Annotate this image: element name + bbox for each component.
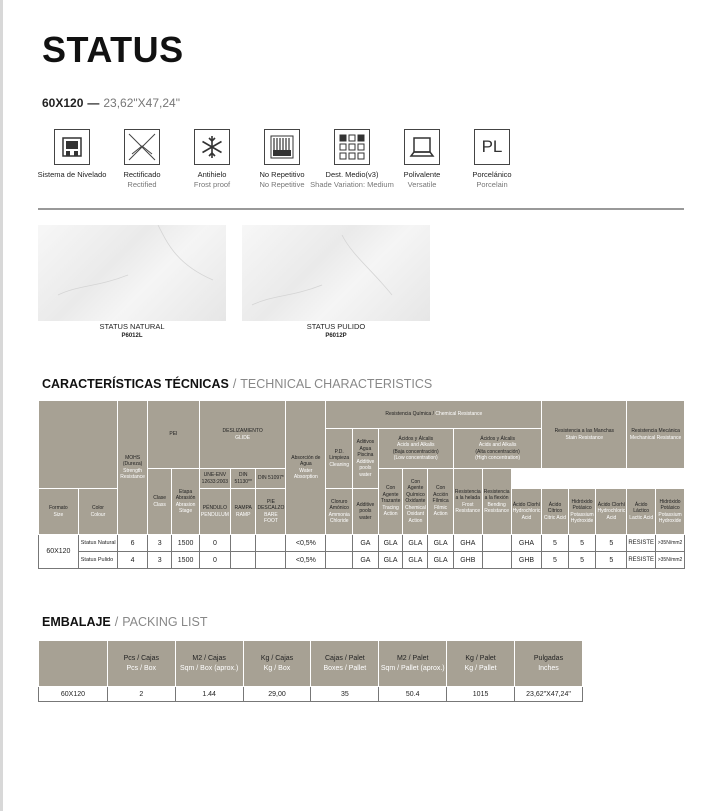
th-absorption: Absorción de Agua Water Absorption bbox=[286, 401, 326, 535]
packing-header: Cajas / Palet Boxes / Pallet bbox=[311, 641, 379, 687]
cell-une: 0 bbox=[199, 535, 230, 552]
feature-label: Porcelánico bbox=[472, 170, 512, 179]
th-abrasion-stage: Etapa Abrasión Abrasion Stage bbox=[172, 469, 200, 535]
th-additives: Aditivos Agua Piscina Additive pools water bbox=[353, 429, 379, 489]
feature-label: Rectificado bbox=[123, 170, 161, 179]
rectified-icon bbox=[124, 129, 160, 165]
feature-label-en: Versatile bbox=[407, 180, 437, 189]
cell-abrasion: 1500 bbox=[172, 552, 200, 569]
feature-label: Sistema de Nivelado bbox=[37, 170, 107, 179]
packing-table bbox=[38, 640, 583, 702]
cell-abrasion: 1500 bbox=[172, 535, 200, 552]
th-din2: DIN 51097* bbox=[256, 469, 286, 489]
snowflake-icon bbox=[194, 129, 230, 165]
th-stain: Resistencia a las Manchas Stain Resistance bbox=[542, 401, 627, 469]
th-format: Formato Size bbox=[39, 489, 79, 535]
cell-format: 60X120 bbox=[39, 535, 79, 569]
cell-din2 bbox=[256, 535, 286, 552]
versatile-icon bbox=[404, 129, 440, 165]
cell-chem: GLA bbox=[428, 552, 453, 569]
size-dash: — bbox=[87, 96, 100, 110]
cell-mohs: 6 bbox=[118, 535, 148, 552]
packing-cell: 1015 bbox=[447, 687, 515, 702]
th-koh-high: Hidróxido Potásico Potassium Hydroxide bbox=[656, 489, 685, 535]
cell-stain: 5 bbox=[542, 552, 568, 569]
packing-header: M2 / Palet Sqm / Pallet (aprox.) bbox=[379, 641, 447, 687]
cell-chem: GHA bbox=[453, 535, 482, 552]
cell-frost: RESISTE bbox=[627, 552, 656, 569]
cell-bending: >35N/mm2 bbox=[656, 552, 685, 569]
packing-heading-en: PACKING LIST bbox=[122, 615, 208, 629]
cell-chem bbox=[482, 552, 511, 569]
th-ammonia: Cloruro Amónico Ammonia Chloride bbox=[326, 489, 353, 535]
feature-label-en: Rectified bbox=[127, 180, 157, 189]
tech-heading-es: CARACTERÍSTICAS TÉCNICAS bbox=[42, 377, 229, 391]
product-name: STATUS PULIDO bbox=[306, 322, 366, 331]
feature-label: No Repetitivo bbox=[259, 170, 305, 179]
product-image-natural bbox=[38, 225, 226, 321]
cell-mohs: 4 bbox=[118, 552, 148, 569]
leveling-system-icon bbox=[54, 129, 90, 165]
packing-header: Pulgadas Inches bbox=[515, 641, 583, 687]
cell-chem bbox=[482, 535, 511, 552]
packing-header-row bbox=[39, 641, 583, 687]
th-barefoot: PIE DESCALZO BARE FOOT bbox=[256, 489, 286, 535]
feature-porcelain bbox=[447, 129, 537, 189]
packing-header: Pcs / Cajas Pcs / Box bbox=[107, 641, 175, 687]
page-title: STATUS bbox=[42, 29, 184, 70]
cell-din2 bbox=[256, 552, 286, 569]
heading-separator: / bbox=[232, 377, 237, 391]
th-frost: Resistencia a la helada Frost Resistance bbox=[453, 469, 482, 535]
table-row bbox=[39, 687, 583, 702]
packing-cell: 35 bbox=[311, 687, 379, 702]
th-glide: DESLIZAMIENTO GLIDE bbox=[199, 401, 286, 469]
th-additive-water: Additive pools water bbox=[353, 489, 379, 535]
cell-stain: 5 bbox=[596, 552, 627, 569]
th-mohs: MOHS (Dureza) Strength Resistance bbox=[118, 401, 148, 535]
feature-icons bbox=[32, 129, 552, 195]
feature-label: Polivalente bbox=[403, 170, 441, 179]
cell-stain: 5 bbox=[542, 535, 568, 552]
shade-variation-icon bbox=[334, 129, 370, 165]
th-din1: DIN 51130** bbox=[230, 469, 256, 489]
no-repetitive-icon bbox=[264, 129, 300, 165]
pl-glyph: PL bbox=[481, 137, 503, 156]
size-inches: 23,62"X47,24" bbox=[103, 96, 180, 110]
feature-label: Dest. Medio(v3) bbox=[325, 170, 379, 179]
left-margin-bar bbox=[0, 0, 3, 811]
packing-cell: 23,62"X47,24" bbox=[515, 687, 583, 702]
packing-cell: 50.4 bbox=[379, 687, 447, 702]
cell-chem: GHB bbox=[511, 552, 542, 569]
th-ramp: RAMPA RAMP bbox=[230, 489, 256, 535]
feature-label-en: Shade Variation: Medium bbox=[310, 180, 394, 189]
cell-din1 bbox=[230, 552, 256, 569]
cell-bending: >35N/mm2 bbox=[656, 535, 685, 552]
packing-header bbox=[39, 641, 108, 687]
size-metric: 60X120 bbox=[42, 96, 84, 110]
cell-stain: 5 bbox=[568, 552, 596, 569]
product-code: P6012L bbox=[121, 333, 143, 339]
cell-din1 bbox=[230, 535, 256, 552]
th-colour: Color Colour bbox=[78, 489, 117, 535]
cell-class: 3 bbox=[148, 552, 172, 569]
th-pendulum: PÉNDULO PENDULUM bbox=[199, 489, 230, 535]
packing-cell: 60X120 bbox=[39, 687, 108, 702]
cell-class: 3 bbox=[148, 535, 172, 552]
th-acids-low: Ácidos y Álcalis Acids and Alkalis (Baja concentración) (Low concentration) bbox=[378, 429, 453, 469]
cell-chem: GLA bbox=[378, 552, 403, 569]
feature-label-en: Frost proof bbox=[193, 180, 231, 189]
cell-colour: Status Natural bbox=[78, 535, 117, 552]
cell-chem: GHB bbox=[453, 552, 482, 569]
th-mechanical: Resistencia Mecánica Mechanical Resistance bbox=[627, 401, 685, 469]
product-code: P6012P bbox=[325, 333, 347, 339]
th-class: Clase Class bbox=[148, 469, 172, 535]
th-koh-low: Hidróxido Potásico Potassium Hydroxide bbox=[568, 489, 596, 535]
packing-header: Kg / Cajas Kg / Box bbox=[243, 641, 311, 687]
th-hcl-high: Ácido Clorhí Hydrochloric Acid bbox=[596, 489, 627, 535]
cell-colour: Status Pulido bbox=[78, 552, 117, 569]
feature-label: Antihielo bbox=[197, 170, 227, 179]
cell-additives: GA bbox=[353, 552, 379, 569]
packing-heading bbox=[42, 615, 207, 629]
th-bending: Resistencia a la flexión Bending Resistance bbox=[482, 469, 511, 535]
cell-chem: GLA bbox=[428, 535, 453, 552]
cell-une: 0 bbox=[199, 552, 230, 569]
packing-cell: 1.44 bbox=[175, 687, 243, 702]
packing-cell: 29,00 bbox=[243, 687, 311, 702]
cell-stain: 5 bbox=[568, 535, 596, 552]
th-pei: PEI bbox=[148, 401, 200, 469]
th-citric: Ácido Cítrico Citric Acid bbox=[542, 489, 568, 535]
cell-frost: RESISTE bbox=[627, 535, 656, 552]
th-cleaning: P.D. Limpieza Cleaning bbox=[326, 429, 353, 489]
cell-additives: GA bbox=[353, 535, 379, 552]
packing-cell: 2 bbox=[107, 687, 175, 702]
tech-heading-en: TECHNICAL CHARACTERISTICS bbox=[240, 377, 433, 391]
table-row bbox=[39, 535, 685, 552]
section-divider bbox=[38, 208, 684, 210]
technical-table bbox=[38, 400, 685, 569]
th-filmic: Con Acción Fílmica Filmic Action bbox=[428, 469, 453, 535]
th-tracing: Con Agente Trazante Tracing Action bbox=[378, 469, 403, 535]
cell-absorption: <0,5% bbox=[286, 552, 326, 569]
size-colour-corner bbox=[39, 401, 118, 489]
packing-header: M2 / Cajas Sqm / Box (aprox.) bbox=[175, 641, 243, 687]
th-hcl-low: Ácido Clorhí Hydrochloric Acid bbox=[511, 489, 542, 535]
cell-stain: 5 bbox=[596, 535, 627, 552]
th-acids-high: Ácidos y Álcalis Acids and Alkalis (Alta concentración) (High concentration) bbox=[453, 429, 542, 469]
feature-label-en: No Repetitive bbox=[259, 180, 305, 189]
heading-separator: / bbox=[114, 615, 119, 629]
th-une: UNE-ENV 12633:2003 bbox=[199, 469, 230, 489]
tech-heading bbox=[42, 377, 432, 391]
product-name: STATUS NATURAL bbox=[99, 322, 165, 331]
porcelain-icon bbox=[474, 129, 510, 165]
cell-cleaning bbox=[326, 552, 353, 569]
cell-absorption: <0,5% bbox=[286, 535, 326, 552]
cell-chem: GHA bbox=[511, 535, 542, 552]
table-row bbox=[39, 552, 685, 569]
cell-chem: GLA bbox=[403, 535, 428, 552]
feature-label-en: Porcelain bbox=[476, 180, 508, 189]
th-lactic: Ácido Láctico Lactic Acid bbox=[627, 489, 656, 535]
th-chemical: Resistencia Química / Chemical Resistance bbox=[326, 401, 542, 429]
size-line bbox=[42, 96, 180, 110]
cell-chem: GLA bbox=[378, 535, 403, 552]
cell-chem: GLA bbox=[403, 552, 428, 569]
product-image-pulido bbox=[242, 225, 430, 321]
th-oxidant: Con Agente Químico Oxidante Chemical Oxidant Action bbox=[403, 469, 428, 535]
packing-header: Kg / Palet Kg / Pallet bbox=[447, 641, 515, 687]
cell-cleaning bbox=[326, 535, 353, 552]
packing-heading-es: EMBALAJE bbox=[42, 615, 111, 629]
